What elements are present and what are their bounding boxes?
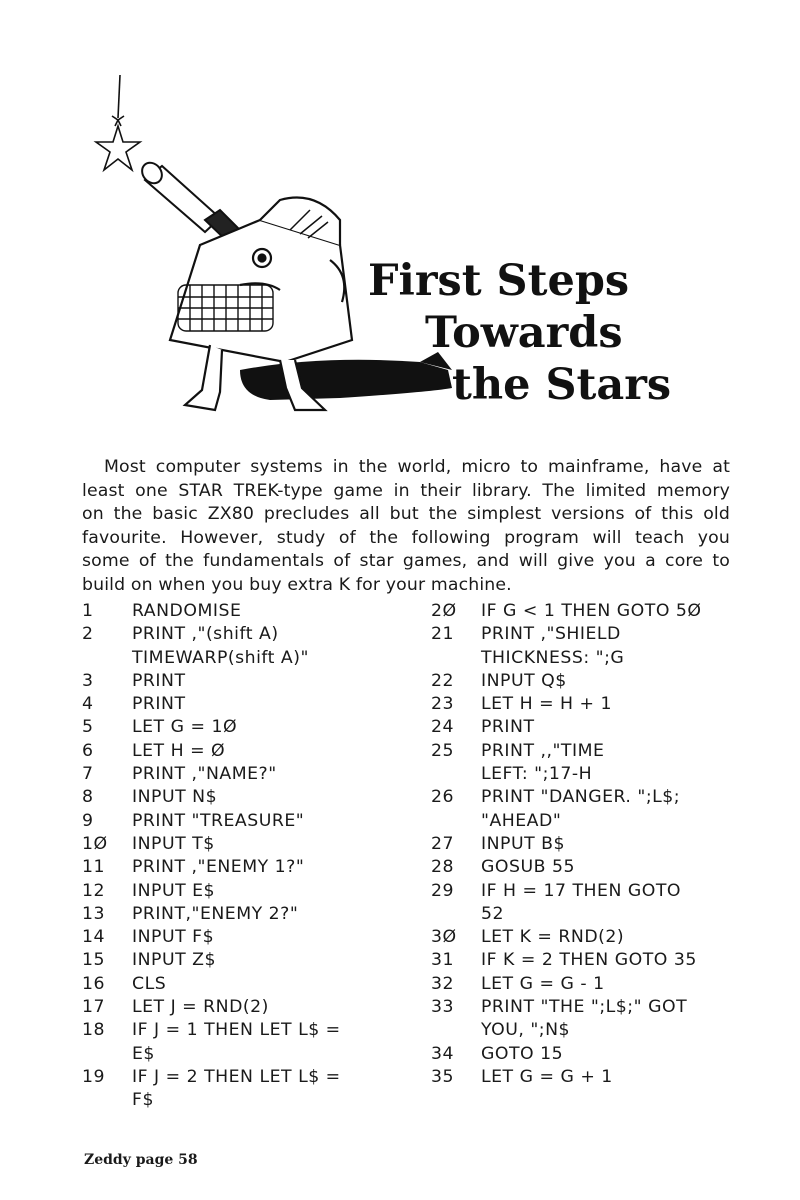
title-line-3: the Stars <box>452 360 672 410</box>
code-statement: IF K = 2 THEN GOTO 35 <box>481 950 697 971</box>
code-statement: IF J = 1 THEN LET L$ = E$ <box>132 1020 341 1064</box>
program-listing-right <box>431 600 751 1089</box>
code-line <box>82 926 402 949</box>
intro-line: least one STAR TREK-type game in their library. The limited memory <box>82 480 730 501</box>
code-statement: RANDOMISE <box>132 601 242 621</box>
code-line <box>431 949 751 972</box>
code-statement: PRINT ,"(shift A) TIMEWARP(shift A)" <box>132 624 309 668</box>
line-number: 27 <box>431 833 454 854</box>
code-line <box>431 693 751 716</box>
line-number: 23 <box>431 694 454 715</box>
code-line <box>431 1043 751 1066</box>
code-line <box>82 716 402 739</box>
intro-line: on the basic ZX80 precludes all but the simplest versions of this old <box>82 504 730 524</box>
line-number: 21 <box>431 624 454 645</box>
line-number: 1Ø <box>82 833 108 854</box>
code-line <box>82 856 402 879</box>
line-number: 33 <box>431 997 454 1018</box>
intro-line: some of the fundamentals of star games, and will give you a core to <box>82 551 730 571</box>
line-number: 25 <box>431 740 454 761</box>
code-line <box>82 670 402 693</box>
code-line <box>431 670 751 693</box>
code-statement: IF G < 1 THEN GOTO 5Ø <box>481 601 702 621</box>
line-number: 22 <box>431 670 454 691</box>
line-number: 15 <box>82 950 105 971</box>
code-statement: PRINT ,,"TIME LEFT: ";17-H <box>481 740 605 785</box>
code-statement: LET G = 1Ø <box>132 717 238 738</box>
code-statement: IF J = 2 THEN LET L$ = F$ <box>132 1066 341 1111</box>
code-statement: PRINT ,"NAME?" <box>132 764 277 785</box>
line-number: 2Ø <box>431 601 457 621</box>
code-line <box>431 600 751 623</box>
code-statement: INPUT B$ <box>481 833 565 854</box>
line-number: 5 <box>82 717 94 738</box>
code-statement: LET H = Ø <box>132 740 226 761</box>
code-statement: INPUT T$ <box>132 833 215 854</box>
line-number: 31 <box>431 950 454 971</box>
code-statement: GOTO 15 <box>481 1043 564 1064</box>
line-number: 12 <box>82 880 105 901</box>
code-statement: PRINT,"ENEMY 2?" <box>132 903 299 924</box>
line-number: 2 <box>82 624 94 645</box>
hanging-star-icon <box>96 75 140 170</box>
line-number: 1 <box>82 601 94 621</box>
code-line <box>431 856 751 879</box>
code-line <box>82 880 402 903</box>
code-line <box>82 810 402 833</box>
line-number: 29 <box>431 880 454 901</box>
line-number: 24 <box>431 717 454 738</box>
code-statement: INPUT Q$ <box>481 670 567 691</box>
code-line <box>431 833 751 856</box>
line-number: 13 <box>82 903 105 924</box>
program-listing-left <box>82 600 402 1113</box>
line-number: 4 <box>82 694 94 715</box>
code-line <box>82 1019 402 1066</box>
code-statement: INPUT F$ <box>132 927 215 948</box>
code-statement: CLS <box>132 973 167 994</box>
line-number: 9 <box>82 810 94 831</box>
code-statement: PRINT <box>132 670 186 691</box>
code-line <box>82 996 402 1019</box>
code-statement: LET J = RND(2) <box>132 997 269 1018</box>
code-line <box>431 716 751 739</box>
chapter-title <box>340 255 680 411</box>
code-line <box>82 693 402 716</box>
code-statement: LET K = RND(2) <box>481 927 625 948</box>
code-line <box>431 880 751 927</box>
line-number: 11 <box>82 857 105 878</box>
code-statement: PRINT "TREASURE" <box>132 810 305 831</box>
code-line <box>82 623 402 670</box>
telescope-icon <box>138 159 240 242</box>
code-line <box>82 786 402 809</box>
code-line <box>82 763 402 786</box>
code-statement: PRINT "THE ";L$;" GOT YOU, ";N$ <box>481 997 688 1041</box>
line-number: 7 <box>82 764 94 785</box>
code-line <box>431 623 751 670</box>
code-statement: INPUT N$ <box>132 787 218 808</box>
code-statement: LET G = G - 1 <box>481 973 605 994</box>
line-number: 16 <box>82 973 105 994</box>
code-line <box>82 833 402 856</box>
line-number: 17 <box>82 997 105 1018</box>
code-statement: PRINT <box>481 717 535 738</box>
line-number: 34 <box>431 1043 454 1064</box>
line-number: 18 <box>82 1020 105 1041</box>
title-line-2: Towards <box>425 308 623 358</box>
code-statement: GOSUB 55 <box>481 857 575 878</box>
code-line <box>82 1066 402 1113</box>
line-number: 32 <box>431 973 454 994</box>
line-number: 6 <box>82 740 94 761</box>
code-statement: IF H = 17 THEN GOTO 52 <box>481 880 682 924</box>
code-line <box>82 949 402 972</box>
code-statement: PRINT ,"SHIELD THICKNESS: ";G <box>481 624 625 668</box>
code-line <box>82 903 402 926</box>
code-line <box>431 786 751 833</box>
page-footer: Zeddy page 58 <box>84 1152 198 1168</box>
code-statement: PRINT <box>132 694 186 715</box>
code-line <box>82 740 402 763</box>
code-line <box>431 1066 751 1089</box>
intro-line: Most computer systems in the world, micro to mainframe, have at <box>104 457 730 477</box>
code-statement: PRINT "DANGER. ";L$; "AHEAD" <box>481 787 681 831</box>
code-line <box>431 973 751 996</box>
code-line <box>431 926 751 949</box>
code-statement: INPUT Z$ <box>132 950 216 971</box>
intro-line: favourite. However, study of the following program will teach you <box>82 527 730 548</box>
line-number: 28 <box>431 857 454 878</box>
line-number: 19 <box>82 1066 105 1087</box>
code-line <box>82 600 402 623</box>
line-number: 26 <box>431 787 454 808</box>
line-number: 8 <box>82 787 94 808</box>
title-line-1: First Steps <box>368 256 630 306</box>
intro-paragraph <box>82 456 730 597</box>
line-number: 3 <box>82 670 94 691</box>
code-line <box>82 973 402 996</box>
line-number: 3Ø <box>431 927 457 948</box>
code-statement: LET G = G + 1 <box>481 1066 613 1087</box>
code-statement: LET H = H + 1 <box>481 694 613 715</box>
code-line <box>431 996 751 1043</box>
line-number: 14 <box>82 927 105 948</box>
code-statement: PRINT ,"ENEMY 1?" <box>132 857 305 878</box>
code-statement: INPUT E$ <box>132 880 216 901</box>
line-number: 35 <box>431 1066 454 1087</box>
code-line <box>431 740 751 787</box>
intro-line: build on when you buy extra K for your machine. <box>82 574 512 595</box>
